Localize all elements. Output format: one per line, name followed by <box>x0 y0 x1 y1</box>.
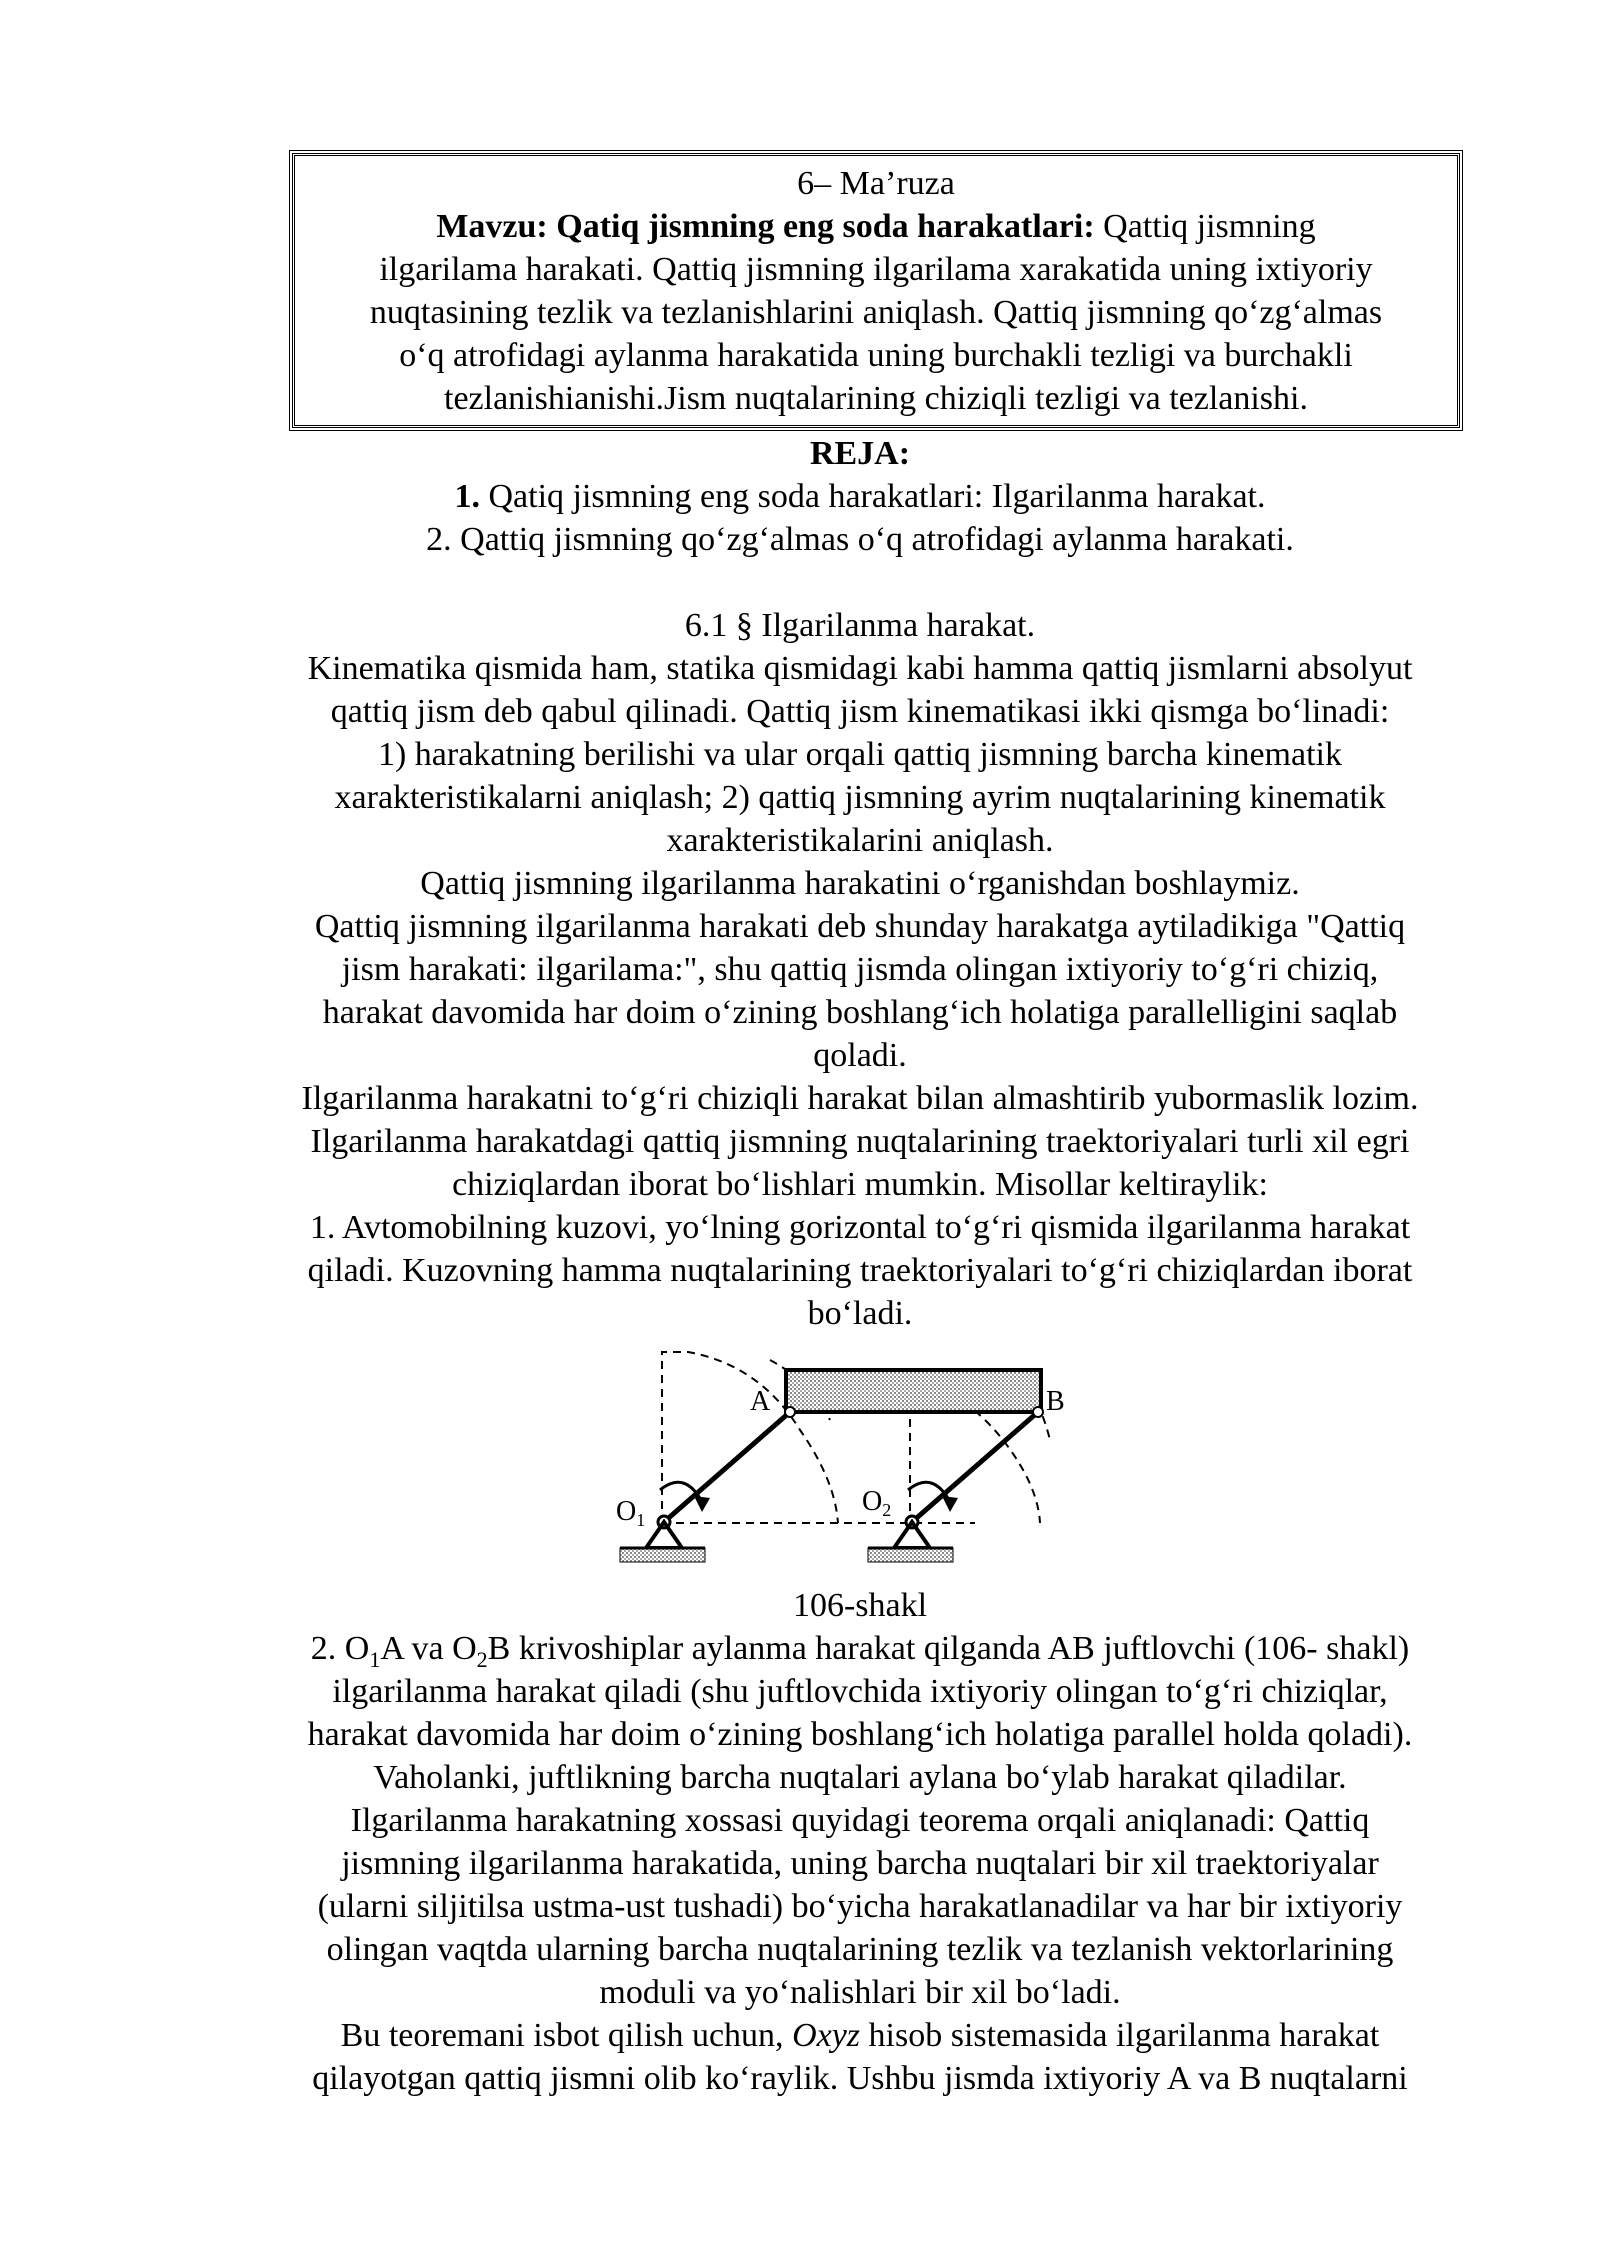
body-line: qiladi. Kuzovning hamma nuqtalarining traektoriyalari to‘g‘ri chiziqlardan iborat <box>307 1252 1413 1289</box>
body-line: harakat davomida har doim o‘zining boshlang‘ich holatiga parallelligini saqlab <box>322 994 1398 1031</box>
body-line: chiziqlardan iborat bo‘lishlari mumkin. Misollar keltiraylik: <box>452 1166 1268 1203</box>
lecture-header-box <box>292 153 1460 428</box>
plan-item-2: 2. Qattiq jismning qo‘zg‘almas o‘q atrofidagi aylanma harakati. <box>426 521 1294 558</box>
crank-o1a <box>664 1412 790 1522</box>
para2-sub: 2 <box>476 1646 488 1672</box>
label-o2 <box>862 1486 891 1520</box>
plan-item-1-text: Qatiq jismning eng soda harakatlari: Ilgarilanma harakat. <box>479 478 1266 515</box>
para2-part: A va O <box>380 1630 477 1667</box>
body-line: bo‘ladi. <box>807 1295 913 1332</box>
arrow-head-icon <box>694 1496 710 1512</box>
para2-first-line <box>210 1627 1510 1670</box>
body-line: ilgarilanma harakat qiladi (shu juftlovchida ixtiyoriy olingan to‘g‘ri chiziqlar, <box>332 1673 1388 1710</box>
last-para-part: Bu teoremani isbot qilish uchun, <box>340 2017 793 2054</box>
label-o1-sub: 1 <box>636 1510 646 1530</box>
body-line: (ularni siljitilsa ustma-ust tushadi) bo‘yicha harakatlanadilar va har bir ixtiyoriy <box>317 1888 1403 1925</box>
body-line: Ilgarilanma harakatni to‘g‘ri chiziqli harakat bilan almashtirib yubormaslik lozim. <box>301 1080 1419 1117</box>
support-o2-icon <box>868 1516 953 1562</box>
plan-item-1-number: 1. <box>454 478 480 515</box>
arrow-head-icon <box>942 1496 958 1512</box>
plan-title: REJA: <box>809 435 911 472</box>
label-o2-main: O <box>862 1486 883 1517</box>
body-line: jismning ilgarilanma harakatida, uning barcha nuqtalari bir xil traektoriyalar <box>341 1845 1379 1882</box>
label-o2-sub: 2 <box>882 1500 892 1520</box>
joint-a <box>785 1407 795 1417</box>
section-body-1 <box>210 604 1510 1335</box>
body-line: Kinematika qismida ham, statika qismidagi kabi hamma qattiq jismlarni absolyut <box>307 650 1413 687</box>
body-line: 1) harakatning berilishi va ular orqali qattiq jismning barcha kinematik <box>377 736 1342 773</box>
topic-line: tezlanishianishi.Jism nuqtalarining chiziqli tezligi va tezlanishi. <box>444 380 1308 417</box>
lecture-number: 6– Ma’ruza <box>797 165 955 202</box>
body-line: qoladi. <box>813 1037 907 1074</box>
section-body-2 <box>210 1584 1510 2100</box>
body-line: olingan vaqtda ularning barcha nuqtalarining tezlik va tezlanish vektorlarining <box>326 1931 1394 1968</box>
body-line: xarakteristikalarini aniqlash. <box>666 822 1054 859</box>
mechanism-figure-106 <box>610 1340 1110 1580</box>
body-line: qattiq jism deb qabul qilinadi. Qattiq jism kinematikasi ikki qismga bo‘linadi: <box>330 693 1390 730</box>
para2-part: B krivoshiplar aylanma harakat qilganda AB juftlovchi (106- shakl) <box>487 1630 1410 1667</box>
body-line: Qattiq jismning ilgarilanma harakati deb shunday harakatga aytiladikiga "Qattiq <box>314 908 1406 945</box>
topic-line-1-rest: Qattiq jismning <box>1094 208 1316 245</box>
joint-b <box>1033 1407 1043 1417</box>
topic-line-1 <box>295 205 1457 248</box>
body-line: Ilgarilanma harakatning xossasi quyidagi teorema orqali aniqlanadi: Qattiq <box>350 1802 1370 1839</box>
body-line: jism harakati: ilgarilama:", shu qattiq jismda olingan ixtiyoriy to‘g‘ri chiziq, <box>341 951 1379 988</box>
label-o1 <box>616 1496 645 1530</box>
body-line: 1. Avtomobilning kuzovi, yo‘lning gorizontal to‘g‘ri qismida ilgarilanma harakat <box>309 1209 1411 1246</box>
para2-part: 2. O <box>310 1630 370 1667</box>
topic-label: Mavzu: Qatiq jismning eng soda harakatlari: <box>436 208 1095 245</box>
para2-sub: 1 <box>369 1646 381 1672</box>
section-title: 6.1 § Ilgarilanma harakat. <box>684 607 1036 644</box>
body-line: Vaholanki, juftlikning barcha nuqtalari aylana bo‘ylab harakat qiladilar. <box>373 1759 1347 1796</box>
plan-item-1 <box>210 475 1510 518</box>
body-line: moduli va yo‘nalishlari bir xil bo‘ladi. <box>599 1974 1121 2011</box>
last-para-line-1 <box>210 2014 1510 2057</box>
body-line: Qattiq jismning ilgarilanma harakatini o‘rganishdan boshlaymiz. <box>420 865 1300 902</box>
plan-section <box>210 432 1510 561</box>
body-line: xarakteristikalarni aniqlash; 2) qattiq jismning ayrim nuqtalarining kinematik <box>334 779 1386 816</box>
last-para-line-2: qilayotgan qattiq jismni olib ko‘raylik. Ushbu jismda ixtiyoriy A va B nuqtalarni <box>312 2060 1408 2097</box>
label-a: A <box>750 1386 771 1417</box>
body-line: Ilgarilanma harakatdagi qattiq jismning nuqtalarining traektoriyalari turli xil egri <box>310 1123 1410 1160</box>
topic-line: ilgarilama harakati. Qattiq jismning ilgarilama xarakatida uning ixtiyoriy <box>379 251 1373 288</box>
oxyz-symbol: Oxyz <box>792 2017 861 2054</box>
topic-line: nuqtasining tezlik va tezlanishlarini aniqlash. Qattiq jismning qo‘zg‘almas <box>369 294 1383 331</box>
label-o1-main: O <box>616 1496 637 1527</box>
body-line: harakat davomida har doim o‘zining boshlang‘ich holatiga parallel holda qoladi). <box>307 1716 1413 1753</box>
coupler-ab <box>786 1370 1041 1412</box>
topic-line: o‘q atrofidagi aylanma harakatida uning burchakli tezligi va burchakli <box>399 337 1353 374</box>
figure-caption: 106-shakl <box>792 1587 928 1624</box>
label-b: B <box>1046 1386 1065 1417</box>
crank-o2b <box>912 1412 1038 1522</box>
last-para-part: hisob sistemasida ilgarilanma harakat <box>860 2017 1380 2054</box>
